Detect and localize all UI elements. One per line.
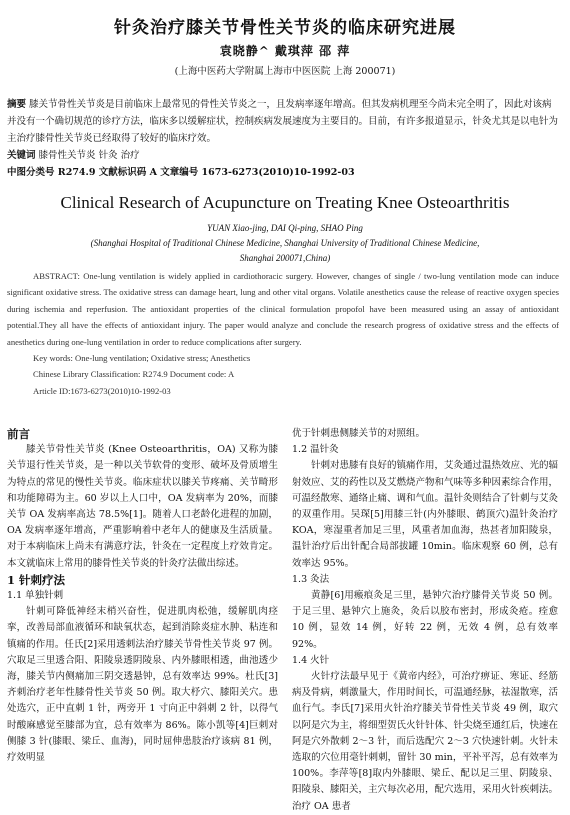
chinese-keywords <box>7 147 559 164</box>
english-abstract-label: ABSTRACT: <box>33 271 80 281</box>
chinese-keywords-text: 膝骨性关节炎 针灸 治疗 <box>38 150 140 161</box>
section-1-4-heading: 1.4 火针 <box>292 654 330 666</box>
english-affiliation: (Shanghai Hospital of Traditional Chinese Medicine, Shanghai University of Traditional Chinese Medicine, <box>90 238 480 248</box>
right-column <box>292 426 558 815</box>
section-1-2-heading: 1.2 温针灸 <box>292 444 339 456</box>
english-abstract-text: One-lung ventilation is widely applied in cardiothoracic surgery. However, changes of single / two-lung ventilation mode can induce significant oxidative stress. The oxidative stress can damage heart, lung and other vital organs. Volatile anesthetics cause the release of reactive oxygen species during ischemia and reperfusion. The antioxidant properties of the clinical formulation propofol have been measured using an assay of antioxidant potential.They all have the effects of antioxidant injury. The paper would analyze and conclude the research progress of oxidative stress and the effects of anesthetics during one-lung ventilation in order to reduce complications after surgery. <box>7 271 560 347</box>
chinese-classification: 中图分类号 R274.9 文献标识码 A 文章编号 1673-6273(2010)10-1992-03 <box>7 167 355 178</box>
chinese-affiliation: (上海中医药大学附属上海市中医医院 上海 200071) <box>174 66 396 77</box>
section-1-1-heading: 1.1 单独针刺 <box>7 590 64 602</box>
chinese-abstract-block <box>7 96 559 181</box>
section-1-3-paragraph: 黄静[6]用瘢痕灸足三里，悬钟穴治疗膝骨关节炎 50 例。于足三里、悬钟穴上施灸，灸后以胶布密封，形成灸疮。痊愈 10 例，显效 14 例，好转 22 例，无效 4 例，总有效率 92%。 <box>292 590 558 650</box>
english-classification: Chinese Library Classification: R274.9 Document code: A <box>33 369 235 380</box>
preface-heading: 前言 <box>7 427 30 441</box>
english-title: Clinical Research of Acupuncture on Treating Knee Osteoarthritis <box>60 193 510 212</box>
chinese-abstract-label: 摘要 <box>7 99 27 110</box>
chinese-title: 针灸治疗膝关节骨性关节炎的临床研究进展 <box>114 18 456 38</box>
english-authors: YUAN Xiao-jing, DAI Qi-ping, SHAO Ping <box>207 223 363 233</box>
chinese-authors: 袁晓静^ 戴琪萍 邵 萍 <box>219 44 351 58</box>
chinese-keywords-label: 关键词 <box>7 150 36 161</box>
preface-paragraph: 膝关节骨性关节炎 (Knee Osteoarthritis，OA) 又称为膝关节退行性关节炎，是一种以关节软骨的变形、破坏及骨质增生为特点的常见的慢性关节炎。临床症状以膝关节疼痛、关节畸形和功能障碍为主。60 岁以上人口中，OA 发病率为 20%，而膝关节 OA 发病率高达 78.5%[1]。随着人口老龄化进程的加剧，OA 发病率逐年增高，严重影响着中老年人的健康及生活质量。对于本病临床上尚未有满意疗法，针灸在一定程度上疗效肯定。本文就临床上常用的膝骨性关节炎的针灸疗法做出综述。 <box>7 444 278 569</box>
chinese-abstract <box>7 96 559 147</box>
english-abstract <box>7 268 559 350</box>
english-keywords: Key words: One-lung ventilation; Oxidative stress; Anesthetics <box>33 353 251 364</box>
english-article-id: Article ID:1673-6273(2010)10-1992-03 <box>33 385 171 396</box>
section-1-2-paragraph: 针刺对患膝有良好的镇痛作用，艾灸通过温热效应、光的辐射效应、艾的药性以及艾燃烧产物和气味等多种因素综合作用，可温经散寒、通络止痛、调和气血。温针灸则结合了针刺与艾灸的双重作用。吴琛[5]用膝三针(内外膝眼、鹤顶穴)温针灸治疗 KOA，寒湿重者加足三里，风重者加血海，热甚者加阳陵泉，温针治疗后出针配合局部拔罐 10min。临床观察 60 例，总有效率达 95%。 <box>292 460 559 569</box>
english-affiliation-line2: Shanghai 200071,China) <box>239 253 331 263</box>
section-1-4-paragraph: 火针疗法最早见于《黄帝内经》，可治疗痹证、寒证、经筋病及骨病，刺激量大，作用时间长，可温通经脉，祛湿散寒，活血行气。李氏[7]采用火针治疗膝关节骨性关节炎 49 例，取穴以阿是穴为主，将细型贺氏火针针体、针尖烧至通红后，快速在阿是穴外散刺 2～3 针，而后选配穴 2～3 穴快速针刺。火针未选取的穴位用毫针刺刺，留针 30 min，平补平泻，总有效率为 100%。李萍等[8]取内外膝眼、梁丘、配以足三里、阴陵泉、阳陵泉、膝阳关，主穴每次必用，配穴选用，采用火针疾刺法。治疗 OA 患者 <box>292 671 559 812</box>
left-column <box>7 426 278 766</box>
english-author-block <box>0 221 570 266</box>
section-1-heading: 1 针刺疗法 <box>7 572 66 587</box>
section-1-3-heading: 1.3 灸法 <box>292 573 330 585</box>
english-abstract-block <box>7 268 559 399</box>
section-1-1-paragraph: 针刺可降低神经末梢兴奋性，促进肌肉松弛，缓解肌肉痉挛，改善局部血液循环和缺氧状态，起到消除炎症水肿、粘连和镇痛的作用。任氏[2]采用透刺法治疗膝关节骨性关节炎 97 例。穴取足三里透合阳、阳陵泉透阴陵泉、内外膝眼相透，曲池透少海，膝关节内侧痛加三阴交透悬钟，总有效率达 99%。杜氏[3]齐刺治疗老年性膝骨性关节炎 50 例。取大杼穴、膝阳关穴。患处选穴，正中直刺 1 针，两旁开 1 寸向正中斜刺 2 针，以得气时酸麻感觉至膝部为宜，总有效率为 86%。陈小凯等[4]巨刺对侧膝 3 针(膝眼、梁丘、血海)，同时屈伸患肢治疗该病 81 例，疗效明显 <box>7 606 278 764</box>
right-column-continuation: 优于针刺患侧膝关节的对照组。 <box>292 428 426 439</box>
chinese-abstract-text: 膝关节骨性关节炎是目前临床上最常见的骨性关节炎之一，且发病率逐年增高。但其发病机理至今尚未完全明了，因此对该病并没有一个确切规范的诊疗方法，临床多以缓解症状，控制疾病发展速度为主要目的。目前，有许多报道显示，针灸尤其是以电针为主治疗膝骨性关节炎已经取得了较好的临床疗效。 <box>7 99 559 144</box>
